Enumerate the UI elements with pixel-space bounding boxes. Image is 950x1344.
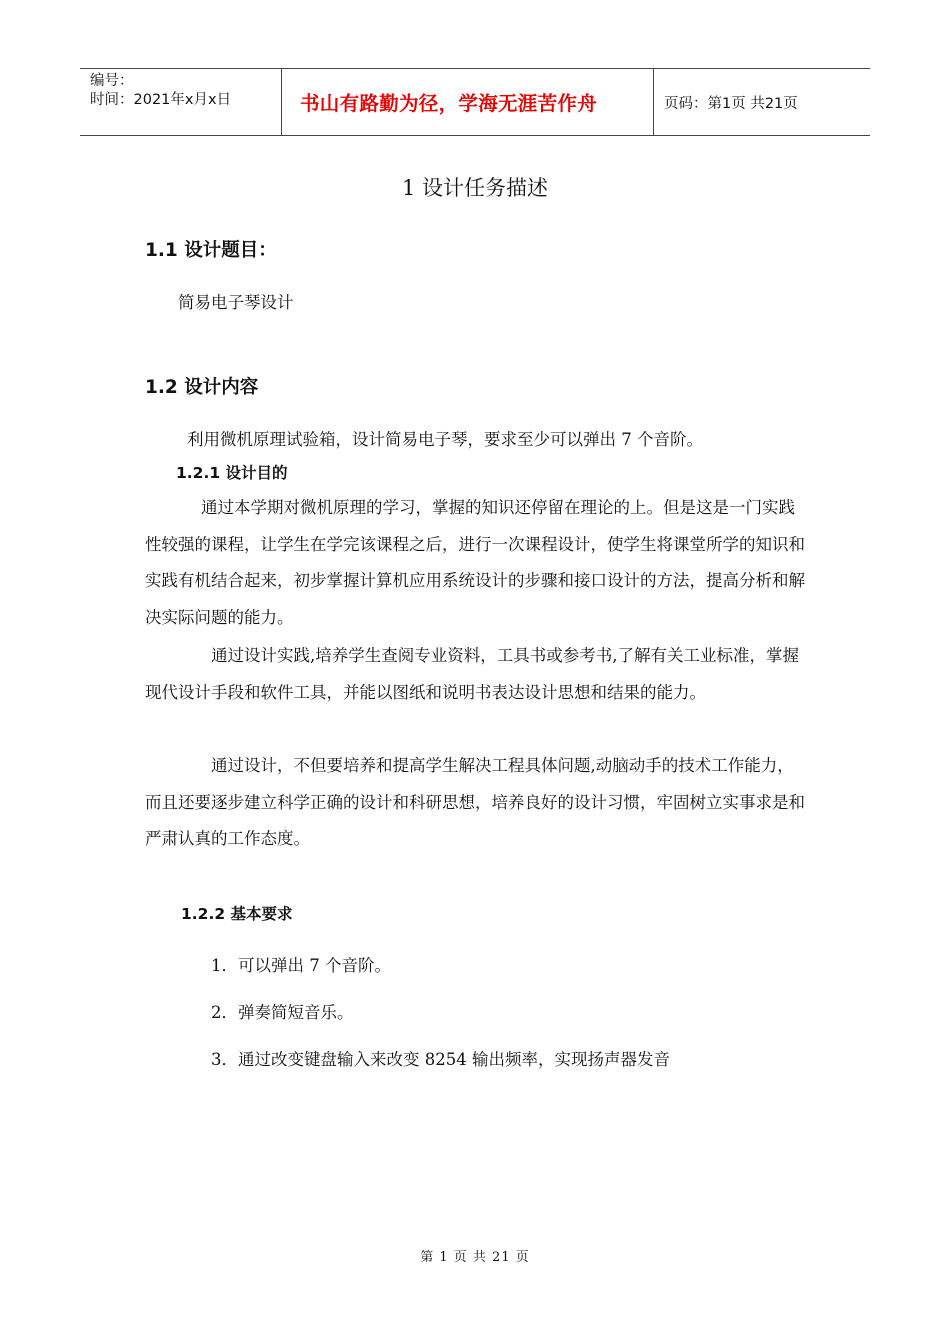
- requirement-item: 2．弹奏简短音乐。: [211, 1003, 354, 1022]
- purpose-paragraph-3: 通过设计，不但要培养和提高学生解决工程具体问题,动脑动手的技术工作能力，而且还要逐步建立科学正确的设计和科研思想，培养良好的设计习惯，牢固树立实事求是和严肃认真的工作态度。: [145, 756, 805, 848]
- document-date-label: 时间：2021年x月x日: [90, 92, 232, 108]
- section-1-2-heading: 1.2 设计内容: [145, 377, 259, 398]
- header-motto: 书山有路勤为径，学海无涯苦作舟: [282, 69, 654, 135]
- header-meta: [80, 69, 282, 135]
- chapter-title: 1 设计任务描述: [401, 176, 549, 200]
- document-number-label: 编号：: [90, 73, 134, 89]
- page-header: [80, 68, 870, 136]
- section-1-1-text: 简易电子琴设计: [178, 293, 294, 312]
- requirement-item: 1．可以弹出 7 个音阶。: [211, 956, 391, 975]
- page-footer: 第 1 页 共 21 页: [420, 1250, 530, 1265]
- section-1-2-text: 利用微机原理试验箱，设计简易电子琴，要求至少可以弹出 7 个音阶。: [187, 430, 703, 449]
- section-1-1-heading: 1.1 设计题目：: [145, 240, 277, 261]
- section-1-2-2-heading: 1.2.2 基本要求: [181, 905, 293, 923]
- section-1-2-1-heading: 1.2.1 设计目的: [176, 464, 288, 482]
- header-page-label: 页码：第1页 共21页: [664, 95, 798, 112]
- purpose-paragraph-1: 通过本学期对微机原理的学习，掌握的知识还停留在理论的上。但是这是一门实践性较强的课程，让学生在学完该课程之后，进行一次课程设计，使学生将课堂所学的知识和实践有机结合起来，初步掌握计算机应用系统设计的步骤和接口设计的方法，提高分析和解决实际问题的能力。: [145, 498, 805, 627]
- requirement-item: 3．通过改变键盘输入来改变 8254 输出频率，实现扬声器发音: [211, 1050, 670, 1069]
- purpose-paragraph-2: 通过设计实践,培养学生查阅专业资料，工具书或参考书,了解有关工业标准，掌握现代设计手段和软件工具，并能以图纸和说明书表达设计思想和结果的能力。: [145, 646, 799, 702]
